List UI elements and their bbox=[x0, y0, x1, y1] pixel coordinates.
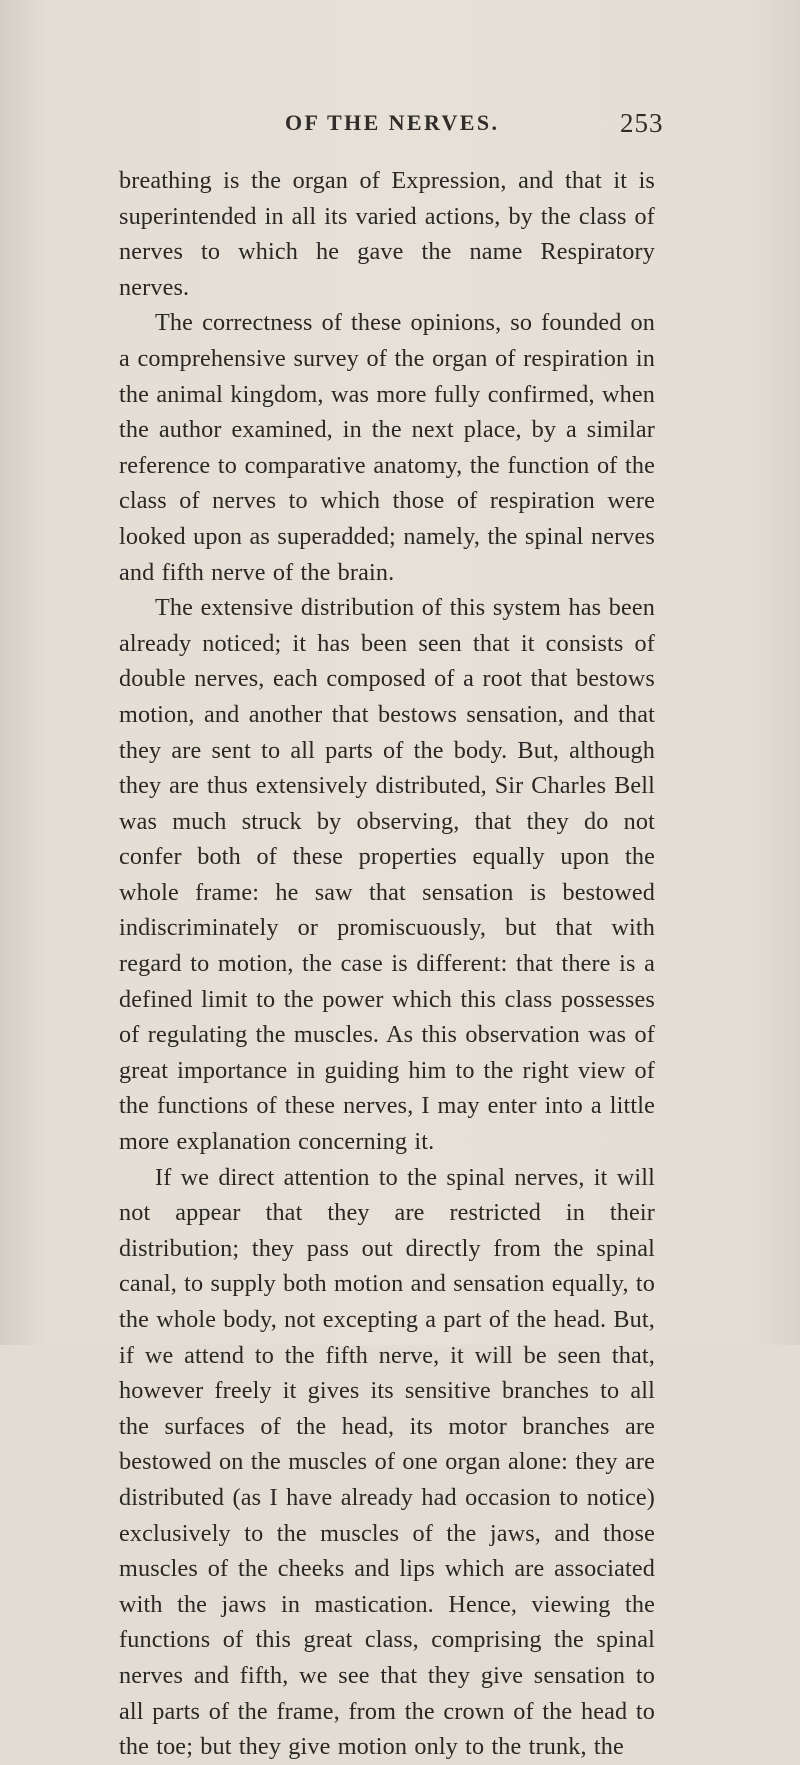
paragraph-3: The extensive distribution of this system has been already noticed; it has been seen that it consists of double nerves, each composed of a root that bestows motion, and another that bestows sensation, and that they are sent to all parts of the body. But, although they are thus extensively distributed, Sir Charles Bell was much struck by observing, that they do not confer both of these properties equally upon the whole frame: he saw that sensation is bestowed indiscriminately or promiscuously, but that with regard to motion, the case is different: that there is a defined limit to the power which this class possesses of regulating the muscles. As this observation was of great importance in guiding him to the right view of the functions of these nerves, I may enter into a little more explanation concerning it. bbox=[119, 594, 655, 1156]
paragraph-2: The correctness of these opinions, so founded on a comprehensive survey of the organ of respiration in the animal kingdom, was more fully confirmed, when the author examined, in the next place, by a similar reference to comparative anatomy, the function of the class of nerves to which those of respiration were looked upon as superadded; namely, the spinal nerves and fifth nerve of the brain. bbox=[119, 309, 655, 586]
paragraph-4: If we direct attention to the spinal nerves, it will not appear that they are restricted in their distribution; they pass out directly from the spinal canal, to supply both motion and sensation equally, to the whole body, not excepting a part of the head. But, if we attend to the fifth nerve, it will be seen that, however freely it gives its sensitive branches to all the surfaces of the head, its motor branches are bestowed on the muscles of one organ alone: they are distributed (as I have already had occasion to notice) exclusively to the muscles of the jaws, and those muscles of the cheeks and lips which are associated with the jaws in mastication. Hence, viewing the functions of this great class, comprising the spinal nerves and fifth, we see that they give sensation to all parts of the frame, from the crown of the head to the toe; but they give motion only to the trunk, the bbox=[119, 1163, 655, 1761]
body-text bbox=[119, 163, 655, 1765]
page-number: 253 bbox=[620, 108, 664, 138]
running-title: OF THE NERVES. bbox=[285, 110, 500, 135]
paragraph-1: breathing is the organ of Expression, and that it is superintended in all its varied actions, by the class of nerves to which he gave the name Respiratory nerves. bbox=[119, 167, 655, 301]
running-head bbox=[0, 110, 800, 140]
